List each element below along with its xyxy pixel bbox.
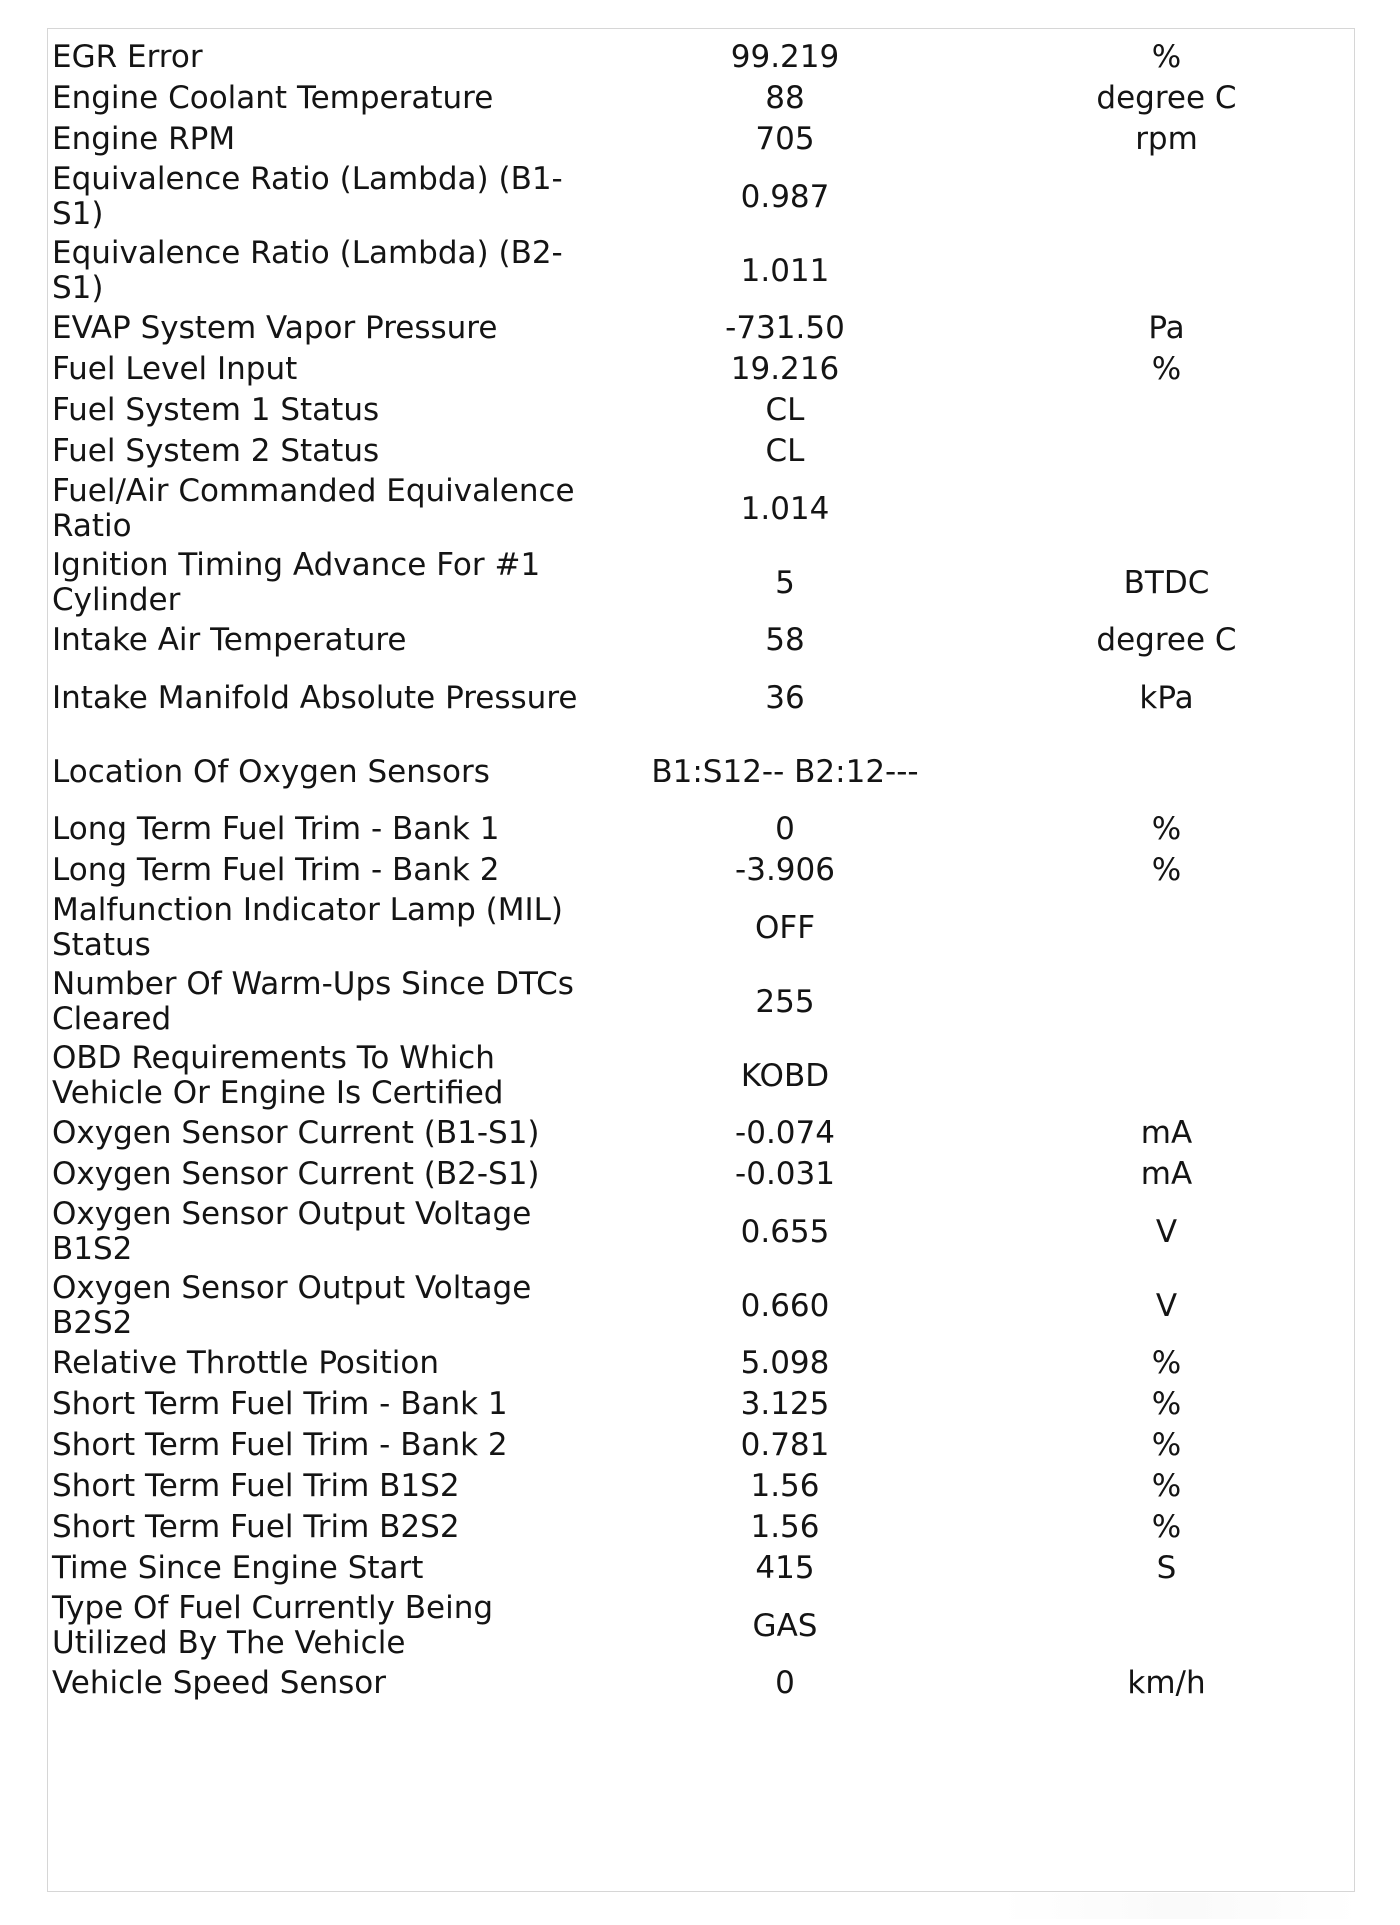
- parameter-row: [52, 1039, 1350, 1113]
- parameter-unit: BTDC: [1123, 564, 1210, 601]
- parameter-value: 0.660: [740, 1287, 830, 1324]
- parameter-unit: [983, 390, 1350, 431]
- parameter-unit: V: [1155, 1213, 1178, 1250]
- parameter-unit: %: [1151, 1345, 1182, 1381]
- parameter-name: Oxygen Sensor Current (B1-S1): [52, 1115, 540, 1151]
- parameter-name: Oxygen Sensor Current (B2-S1): [52, 1156, 540, 1192]
- parameter-unit: [983, 891, 1350, 965]
- watermark: [1000, 1893, 1360, 1919]
- parameter-value: OFF: [754, 909, 816, 946]
- parameter-row: [52, 809, 1350, 850]
- parameter-row: [52, 735, 1350, 809]
- parameter-value: 5.098: [740, 1345, 830, 1381]
- parameter-name: Short Term Fuel Trim - Bank 2: [52, 1427, 508, 1463]
- parameter-value: 705: [755, 121, 815, 157]
- parameter-unit: S: [1156, 1550, 1177, 1586]
- parameter-value: CL: [765, 433, 805, 469]
- parameter-name: Vehicle Speed Sensor: [52, 1665, 387, 1701]
- parameter-name: Oxygen Sensor Output Voltage B2S2: [52, 1270, 532, 1341]
- parameter-unit: [983, 472, 1350, 546]
- parameter-name: Ignition Timing Advance For #1 Cylinder: [52, 547, 541, 618]
- obd-live-data-panel: [47, 28, 1355, 1892]
- parameter-name: Short Term Fuel Trim - Bank 1: [52, 1386, 508, 1422]
- parameter-value: KOBD: [740, 1057, 830, 1094]
- parameter-value: 1.011: [740, 252, 830, 289]
- parameter-row: [52, 620, 1350, 661]
- parameter-value: 0: [775, 1665, 795, 1701]
- parameter-name: Engine Coolant Temperature: [52, 80, 494, 116]
- parameter-row: [52, 1548, 1350, 1589]
- parameter-unit: [983, 234, 1350, 308]
- parameter-unit: V: [1155, 1287, 1178, 1324]
- parameter-unit: degree C: [1096, 80, 1237, 116]
- parameter-name: Number Of Warm-Ups Since DTCs Cleared: [52, 966, 574, 1037]
- parameter-unit: %: [1151, 1386, 1182, 1422]
- parameter-name: Long Term Fuel Trim - Bank 2: [52, 852, 500, 888]
- parameter-row: [52, 431, 1350, 472]
- parameter-row: [52, 1113, 1350, 1154]
- parameter-row: [52, 37, 1350, 78]
- parameter-value: -731.50: [725, 310, 845, 346]
- parameter-row: [52, 1195, 1350, 1269]
- parameter-row: [52, 390, 1350, 431]
- parameter-row: [52, 1425, 1350, 1466]
- parameter-row: [52, 234, 1350, 308]
- parameter-name: Location Of Oxygen Sensors: [52, 753, 490, 790]
- parameter-name: Fuel Level Input: [52, 351, 298, 387]
- parameter-value: -0.074: [735, 1115, 835, 1151]
- parameter-name: Fuel/Air Commanded Equivalence Ratio: [52, 473, 575, 544]
- parameter-row: [52, 891, 1350, 965]
- parameter-name: Relative Throttle Position: [52, 1345, 440, 1381]
- parameter-unit: [983, 1039, 1350, 1113]
- parameter-value: 3.125: [740, 1386, 830, 1422]
- parameter-value: 36: [765, 679, 805, 716]
- parameter-row: [52, 546, 1350, 620]
- parameter-name: Engine RPM: [52, 121, 236, 157]
- parameter-unit: [983, 431, 1350, 472]
- parameter-row: [52, 1154, 1350, 1195]
- parameter-unit: km/h: [1127, 1665, 1206, 1701]
- parameter-row: [52, 349, 1350, 390]
- parameter-name: Short Term Fuel Trim B1S2: [52, 1468, 460, 1504]
- parameter-rows: [52, 37, 1350, 1704]
- parameter-value: 1.014: [740, 490, 830, 527]
- parameter-name: Type Of Fuel Currently Being Utilized By The Vehicle: [52, 1590, 494, 1661]
- parameter-unit: %: [1151, 351, 1182, 387]
- parameter-value: 5: [775, 564, 795, 601]
- parameter-row: [52, 1589, 1350, 1663]
- parameter-value: -3.906: [735, 852, 835, 888]
- parameter-unit: [983, 1589, 1350, 1663]
- parameter-unit: %: [1151, 811, 1182, 847]
- parameter-name: Fuel System 1 Status: [52, 392, 380, 428]
- parameter-row: [52, 78, 1350, 119]
- parameter-unit: %: [1151, 1427, 1182, 1463]
- parameter-name: Intake Air Temperature: [52, 622, 407, 658]
- parameter-row: [52, 1343, 1350, 1384]
- parameter-unit: %: [1151, 1509, 1182, 1545]
- parameter-value: GAS: [752, 1607, 818, 1644]
- parameter-row: [52, 965, 1350, 1039]
- parameter-name: Equivalence Ratio (Lambda) (B2-S1): [52, 235, 563, 306]
- parameter-value: 1.56: [750, 1468, 820, 1504]
- parameter-row: [52, 1507, 1350, 1548]
- parameter-name: EGR Error: [52, 39, 203, 75]
- parameter-name: Short Term Fuel Trim B2S2: [52, 1509, 460, 1545]
- parameter-unit: %: [1151, 852, 1182, 888]
- parameter-row: [52, 1663, 1350, 1704]
- parameter-name: Long Term Fuel Trim - Bank 1: [52, 811, 500, 847]
- parameter-name: Equivalence Ratio (Lambda) (B1-S1): [52, 161, 563, 232]
- parameter-unit: %: [1151, 1468, 1182, 1504]
- parameter-name: Oxygen Sensor Output Voltage B1S2: [52, 1196, 532, 1267]
- parameter-row: [52, 1269, 1350, 1343]
- parameter-value: 1.56: [750, 1509, 820, 1545]
- parameter-name: Intake Manifold Absolute Pressure: [52, 679, 578, 716]
- parameter-value: 19.216: [730, 351, 840, 387]
- parameter-unit: mA: [1140, 1156, 1193, 1192]
- parameter-unit: degree C: [1096, 622, 1237, 658]
- parameter-name: EVAP System Vapor Pressure: [52, 310, 498, 346]
- parameter-row: [52, 119, 1350, 160]
- parameter-value: 0.987: [740, 178, 830, 215]
- parameter-unit: Pa: [1148, 310, 1185, 346]
- parameter-value: 415: [755, 1550, 815, 1586]
- parameter-unit: [983, 160, 1350, 234]
- parameter-value: 88: [765, 80, 805, 116]
- parameter-name: OBD Requirements To Which Vehicle Or Engine Is Certified: [52, 1040, 504, 1111]
- parameter-row: [52, 850, 1350, 891]
- parameter-row: [52, 160, 1350, 234]
- obd-parameter-table: [52, 37, 1350, 1704]
- parameter-unit: %: [1151, 39, 1182, 75]
- parameter-row: [52, 1384, 1350, 1425]
- parameter-row: [52, 661, 1350, 735]
- parameter-unit: kPa: [1139, 679, 1194, 716]
- parameter-row: [52, 472, 1350, 546]
- parameter-unit: [983, 965, 1350, 1039]
- parameter-value: 0: [775, 811, 795, 847]
- parameter-row: [52, 308, 1350, 349]
- parameter-value: 0.781: [740, 1427, 830, 1463]
- parameter-value: B1:S12-- B2:12---: [651, 753, 919, 790]
- parameter-value: CL: [765, 392, 805, 428]
- parameter-value: 58: [765, 622, 805, 658]
- parameter-unit: rpm: [1135, 121, 1198, 157]
- parameter-value: -0.031: [735, 1156, 835, 1192]
- parameter-row: [52, 1466, 1350, 1507]
- parameter-value: 99.219: [730, 39, 840, 75]
- parameter-unit: [983, 735, 1350, 809]
- parameter-name: Fuel System 2 Status: [52, 433, 380, 469]
- parameter-name: Time Since Engine Start: [52, 1550, 424, 1586]
- parameter-value: 255: [755, 983, 815, 1020]
- parameter-value: 0.655: [740, 1213, 830, 1250]
- parameter-unit: mA: [1140, 1115, 1193, 1151]
- parameter-name: Malfunction Indicator Lamp (MIL) Status: [52, 892, 564, 963]
